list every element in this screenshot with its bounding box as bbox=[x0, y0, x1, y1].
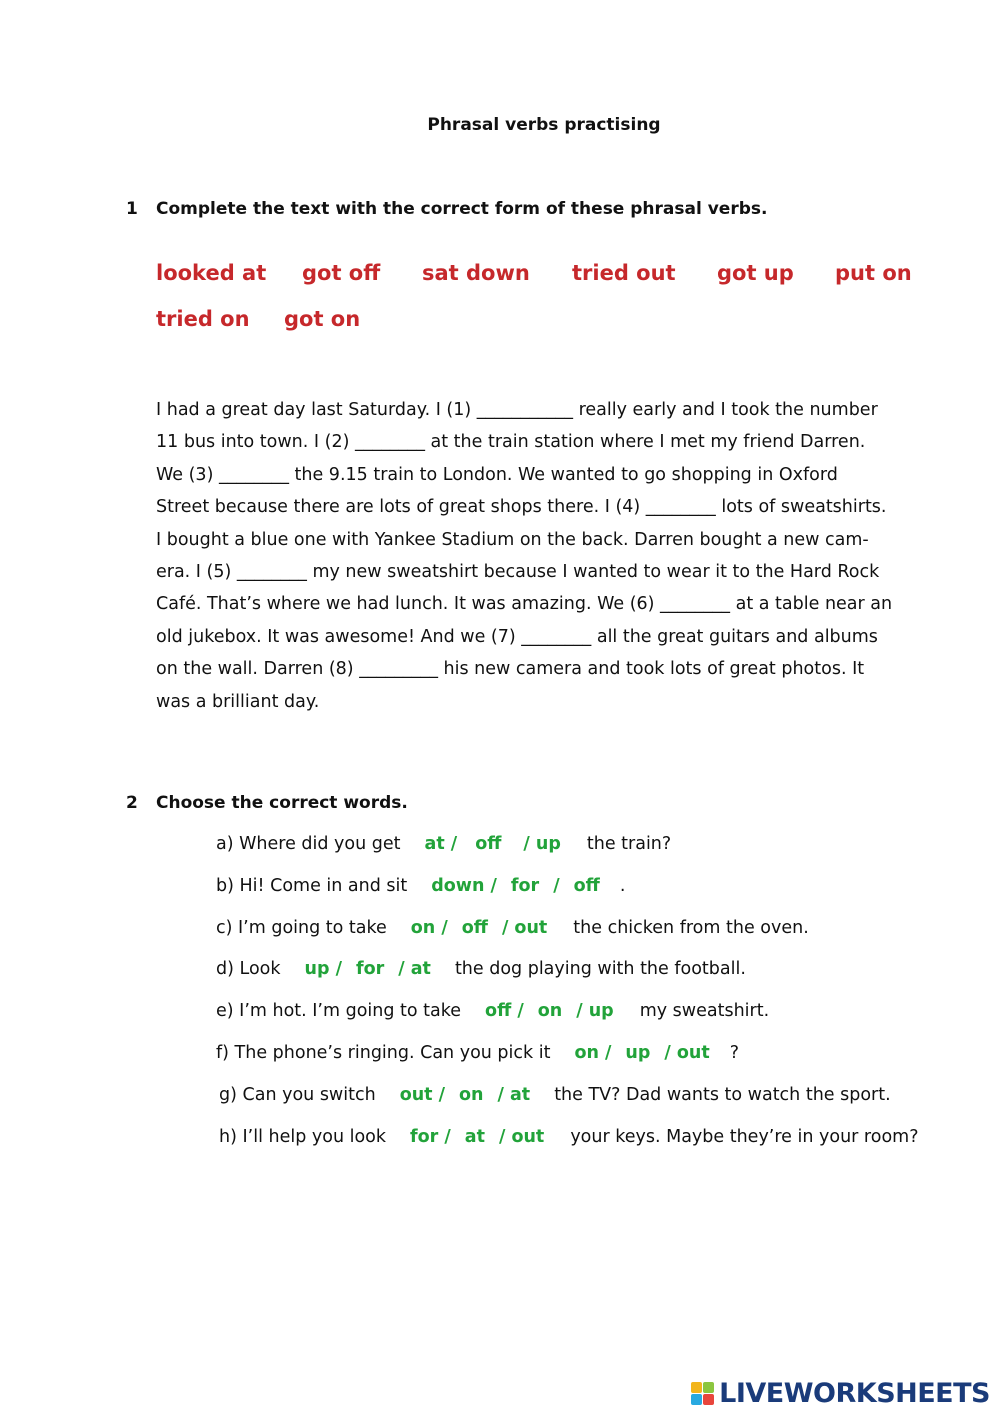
option[interactable]: / out bbox=[498, 1127, 545, 1147]
question-text: f) The phone’s ringing. Can you pick it bbox=[216, 1043, 551, 1063]
paragraph-line: I had a great day last Saturday. I (1) ___________ really early and I took the number bbox=[156, 400, 878, 420]
option[interactable]: off bbox=[475, 834, 502, 854]
question-f bbox=[216, 1043, 739, 1063]
question-text: ? bbox=[729, 1043, 740, 1063]
option[interactable]: / out bbox=[664, 1043, 710, 1063]
question-a bbox=[216, 834, 671, 854]
option[interactable]: on bbox=[537, 1001, 563, 1021]
question-text: your keys. Maybe they’re in your room? bbox=[570, 1127, 919, 1147]
option[interactable]: off / bbox=[485, 1001, 524, 1021]
option[interactable]: off bbox=[573, 876, 600, 896]
option[interactable]: / at bbox=[398, 959, 431, 979]
question-text: a) Where did you get bbox=[216, 834, 401, 854]
option[interactable]: / at bbox=[497, 1085, 531, 1105]
question-text: the dog playing with the football. bbox=[454, 959, 746, 979]
word-bank-item: sat down bbox=[422, 261, 530, 285]
option[interactable]: at bbox=[464, 1127, 485, 1147]
paragraph-line: era. I (5) ________ my new sweatshirt because I wanted to wear it to the Hard Rock bbox=[156, 562, 880, 583]
question-d bbox=[216, 959, 746, 979]
paragraph-line: I bought a blue one with Yankee Stadium on the back. Darren bought a new cam- bbox=[156, 529, 869, 550]
question-text: c) I’m going to take bbox=[216, 918, 387, 938]
exercise-2-number: 2 bbox=[126, 793, 138, 813]
option[interactable]: on bbox=[459, 1085, 484, 1105]
option[interactable]: / bbox=[553, 876, 560, 896]
paragraph-line: on the wall. Darren (8) _________ his new camera and took lots of great photos. It bbox=[156, 659, 865, 680]
exercise-1-instruction: Complete the text with the correct form of these phrasal verbs. bbox=[156, 199, 768, 219]
question-text: the train? bbox=[586, 834, 672, 854]
question-text: d) Look bbox=[216, 959, 281, 979]
question-text: b) Hi! Come in and sit bbox=[216, 876, 408, 896]
word-bank-item: got up bbox=[717, 261, 794, 285]
word-bank-item: put on bbox=[835, 261, 912, 285]
option[interactable]: for / bbox=[410, 1127, 451, 1147]
option[interactable]: out / bbox=[399, 1085, 446, 1105]
question-text: the chicken from the oven. bbox=[573, 918, 809, 938]
option[interactable]: at / bbox=[424, 834, 458, 854]
paragraph-line: Street because there are lots of great shops there. I (4) ________ lots of sweatshirts. bbox=[156, 497, 887, 518]
exercise-1-number: 1 bbox=[126, 199, 138, 219]
question-text: the TV? Dad wants to watch the sport. bbox=[554, 1085, 891, 1105]
option[interactable]: on / bbox=[574, 1043, 612, 1063]
question-text: my sweatshirt. bbox=[639, 1001, 770, 1021]
word-bank-item: got on bbox=[284, 307, 361, 331]
option[interactable]: / out bbox=[501, 918, 548, 938]
liveworksheets-logo[interactable] bbox=[691, 1378, 990, 1409]
question-text: g) Can you switch bbox=[219, 1085, 376, 1105]
question-text: . bbox=[619, 876, 626, 896]
question-g bbox=[219, 1085, 891, 1105]
option[interactable]: / up bbox=[523, 834, 561, 854]
question-c bbox=[216, 918, 809, 938]
exercise-2-instruction: Choose the correct words. bbox=[156, 793, 408, 813]
option[interactable]: up bbox=[625, 1043, 651, 1063]
option[interactable]: for bbox=[510, 876, 540, 896]
paragraph-line: Café. That’s where we had lunch. It was amazing. We (6) ________ at a table near an bbox=[156, 594, 893, 615]
option[interactable]: up / bbox=[304, 959, 342, 979]
word-bank-item: got off bbox=[302, 261, 381, 285]
word-bank-item: tried on bbox=[156, 307, 250, 331]
paragraph-line: We (3) ________ the 9.15 train to London. We wanted to go shopping in Oxford bbox=[156, 464, 838, 485]
story-paragraph bbox=[156, 394, 946, 718]
paragraph-line: was a brilliant day. bbox=[156, 691, 320, 712]
paragraph-line: old jukebox. It was awesome! And we (7) ________ all the great guitars and albums bbox=[156, 626, 878, 647]
question-h bbox=[219, 1126, 919, 1148]
option[interactable]: down / bbox=[431, 876, 497, 896]
option[interactable]: / up bbox=[576, 1001, 614, 1021]
question-text: h) I’ll help you look bbox=[219, 1127, 387, 1147]
question-text: e) I’m hot. I’m going to take bbox=[216, 1001, 462, 1021]
question-b bbox=[216, 876, 625, 896]
question-e bbox=[216, 1001, 769, 1021]
option[interactable]: for bbox=[355, 959, 385, 979]
option[interactable]: on / bbox=[410, 918, 448, 938]
option[interactable]: off bbox=[461, 918, 488, 938]
paragraph-line: 11 bus into town. I (2) ________ at the train station where I met my friend Darren. bbox=[156, 432, 866, 453]
liveworksheets-logo-icon bbox=[691, 1382, 717, 1406]
page-title: Phrasal verbs practising bbox=[427, 115, 661, 135]
word-bank-item: tried out bbox=[572, 261, 676, 285]
word-bank-item: looked at bbox=[156, 261, 267, 285]
logo-text: LIVEWORKSHEETS bbox=[719, 1378, 990, 1409]
